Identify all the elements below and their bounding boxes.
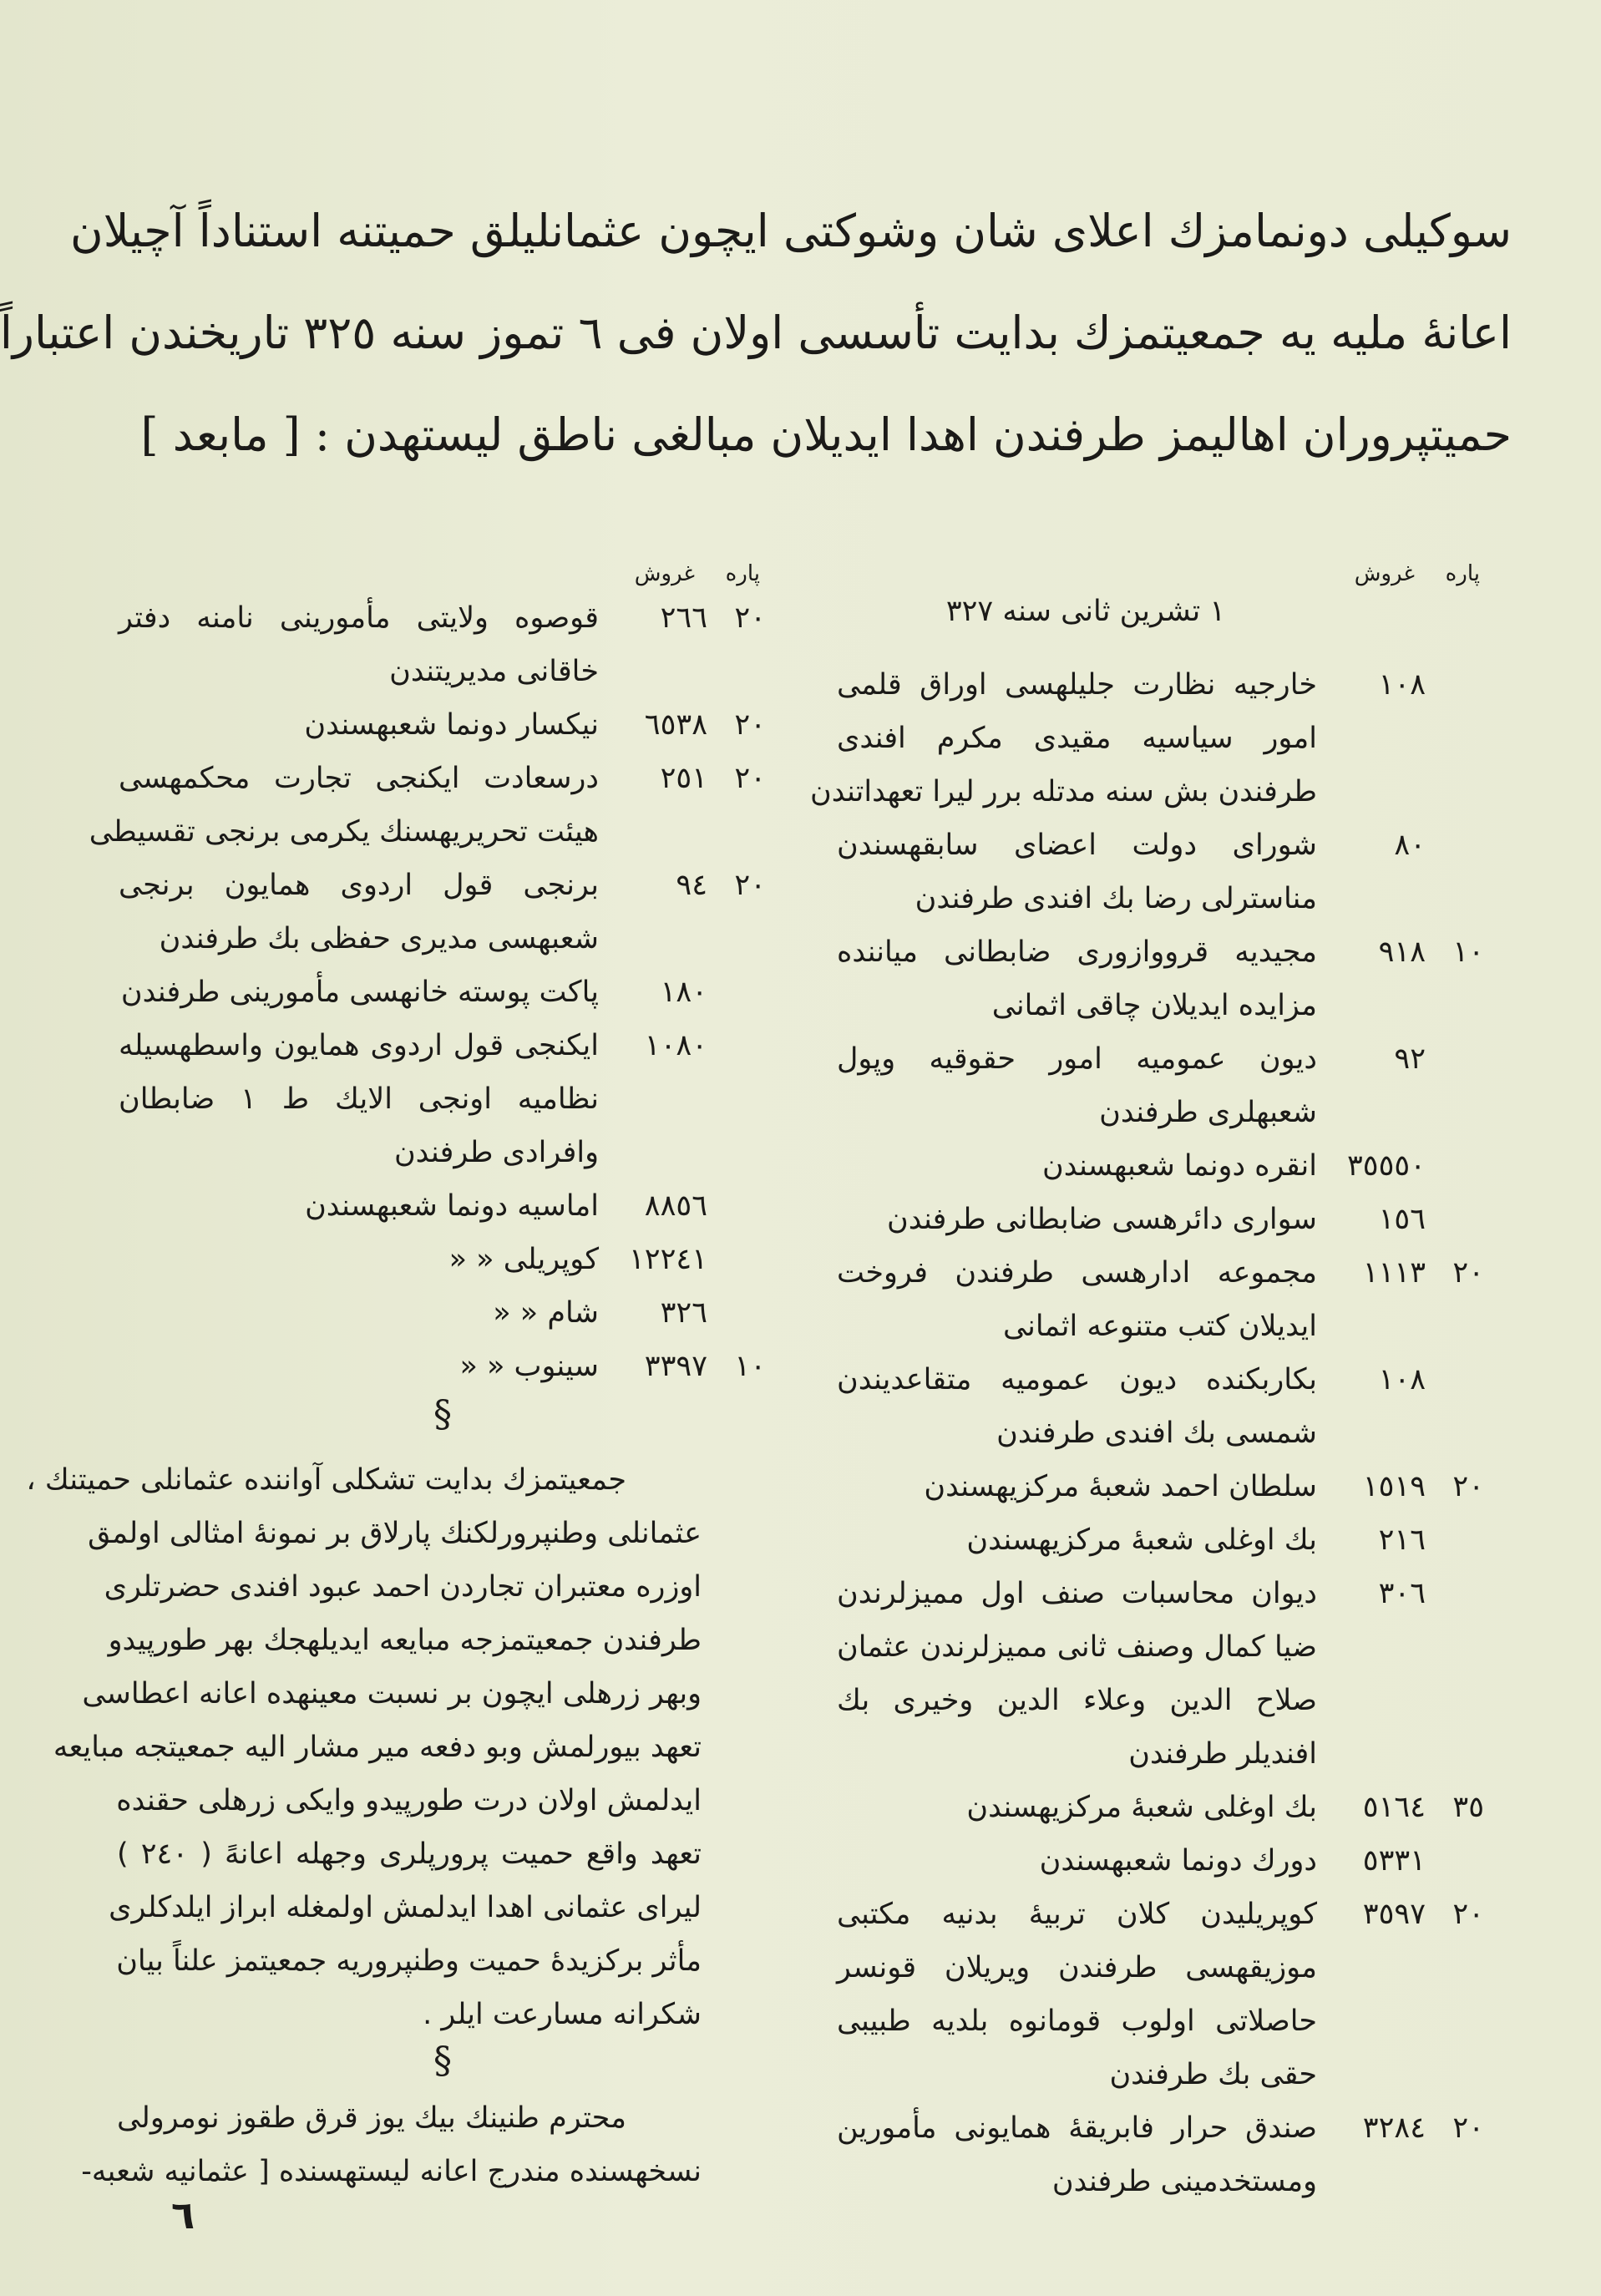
gurush-amount: ٣٥٩٧ <box>1362 1898 1426 1931</box>
list-entry-continuation <box>833 1941 1484 1994</box>
entry-text: افنديلر طرفندن <box>1128 1737 1317 1771</box>
entry-text: موزيقهسى طرفندن ويريلان قونسر <box>837 1951 1317 1984</box>
list-entry-continuation <box>114 645 766 698</box>
section-mark-2: § <box>433 2040 452 2082</box>
entry-text: خاقانى مديريتندن <box>389 655 599 688</box>
list-entry-continuation <box>114 1126 766 1179</box>
entry-text: خارجيه نظارت جليلهسى اوراق قلمى <box>837 668 1317 702</box>
entry-text: بك اوغلى شعبهٔ مركزيهسندن <box>966 1523 1317 1557</box>
entry-text: سينوب « « <box>459 1350 599 1383</box>
entry-text: دورك دونما شعبهسندن <box>1039 1844 1317 1878</box>
gurush-amount: ٣٠٦ <box>1378 1577 1426 1610</box>
section-mark-1: § <box>433 1393 452 1436</box>
entry-text: كوپريليدن كلان تربيهٔ بدنيه مكتبى <box>837 1898 1317 1931</box>
entry-text: ايديلان كتب متنوعه اثمانى <box>1002 1310 1317 1343</box>
entry-text: ديوان محاسبات صنف اول مميزلرندن <box>837 1577 1317 1610</box>
entry-text: انقره دونما شعبهسندن <box>1042 1149 1317 1183</box>
gurush-amount: ١٠٨ <box>1378 1363 1426 1396</box>
entry-text: مزايده ايديلان چاقى اثمانى <box>991 989 1317 1022</box>
paragraph-correction <box>81 2091 702 2198</box>
entry-text: نيكسار دونما شعبهسندن <box>304 708 599 742</box>
list-entry <box>833 658 1484 712</box>
para-amount: ٢٠ <box>734 869 766 902</box>
list-entry <box>833 1353 1484 1406</box>
gurush-amount: ١٨٠ <box>660 976 707 1009</box>
list-entry-continuation <box>833 2155 1484 2208</box>
list-entry-continuation <box>833 712 1484 765</box>
paragraph-line: اوزره معتبران تجاردن احمد عبود افندى حضرتلرى <box>104 1570 702 1604</box>
list-entry <box>114 1179 766 1233</box>
para-amount: ٢٠ <box>1452 2111 1484 2145</box>
entry-text: مناسترلى رضا بك افندى طرفندن <box>914 882 1317 915</box>
date-line: ١ تشرين ثانى سنه ٣٢٧ <box>945 595 1226 628</box>
gurush-amount: ١٢٢٤١ <box>629 1243 707 1276</box>
left-gurush-header: غروش <box>634 561 695 586</box>
list-entry <box>833 1193 1484 1246</box>
list-entry-continuation <box>833 1300 1484 1353</box>
entry-text: شعبهسى مديرى حفظى بك طرفندن <box>159 922 599 955</box>
entry-text: ومستخدمينى طرفندن <box>1051 2165 1317 2198</box>
list-entry <box>833 1567 1484 1620</box>
list-entry-continuation <box>114 912 766 966</box>
entry-text: پاكت پوسته خانهسى مأمورينى طرفندن <box>120 976 599 1009</box>
gurush-amount: ٨٠ <box>1394 829 1426 862</box>
paragraph-line: ليراى عثمانى اهدا ايدلمش اولمغله ابراز ايلدكلرى <box>109 1891 702 1924</box>
entry-text: شوراى دولت اعضاى سابقهسندن <box>837 829 1317 862</box>
list-entry <box>833 1460 1484 1513</box>
entry-text: قوصوه ولايتى مأمورينى نامنه دفتر <box>119 601 599 635</box>
list-entry <box>114 752 766 805</box>
paragraph-line: تعهد واقع حميت پرورپلرى وجهله اعانهً ( ٢٤٠ ) <box>117 1837 702 1871</box>
gurush-amount: ٢٦٦ <box>660 601 707 635</box>
para-amount: ٣٥ <box>1452 1791 1484 1824</box>
paragraph-line: شكرانه مسارعت ايلر . <box>423 1998 702 2031</box>
entry-text: شعبهلرى طرفندن <box>1099 1096 1317 1129</box>
entry-text: بكاربكنده ديون عموميه متقاعديندن <box>837 1363 1317 1396</box>
list-entry <box>114 859 766 912</box>
list-entry <box>833 819 1484 872</box>
list-entry <box>114 1286 766 1340</box>
gurush-amount: ٩٤ <box>676 869 707 902</box>
entry-text: امور سياسيه مقيدى مكرم افندى <box>837 722 1317 755</box>
gurush-amount: ٥٣٣١ <box>1362 1844 1426 1878</box>
gurush-amount: ٦٥٣٨ <box>644 708 707 742</box>
list-entry <box>114 966 766 1019</box>
list-entry-continuation <box>114 1072 766 1126</box>
entry-text: بك اوغلى شعبهٔ مركزيهسندن <box>966 1791 1317 1824</box>
paragraph-line: طرفندن جمعيتمزجه مبايعه ايديلهجك بهر طورپيدو <box>108 1624 702 1657</box>
list-entry-continuation <box>833 1620 1484 1674</box>
para-amount: ٢٠ <box>1452 1256 1484 1290</box>
heading-line-1: سوكيلى دونمامزك اعلاى شان وشوكتى ايچون عثمانليلق حميتنه استناداً آچيلان <box>70 205 1512 257</box>
para-amount: ١٠ <box>734 1350 766 1383</box>
entry-text: مجموعه ادارهسى طرفندن فروخت <box>837 1256 1317 1290</box>
para-amount: ٢٠ <box>734 708 766 742</box>
list-entry-continuation <box>810 765 1484 819</box>
heading-line-3: حميتپروران اهاليمز طرفندن اهدا ايديلان مبالغى ناطق ليستهدن : [ مابعد ] <box>140 408 1512 461</box>
list-entry-continuation <box>833 979 1484 1032</box>
list-entry <box>833 1139 1484 1193</box>
gurush-amount: ٣٢٨٤ <box>1362 2111 1426 2145</box>
gurush-amount: ٢٥١ <box>660 762 707 795</box>
list-entry <box>114 1340 766 1393</box>
paragraph-line: مأثر بركزيدهٔ حميت وطنپروريه جمعيتمز علناً بيان <box>116 1944 702 1978</box>
gurush-amount: ٩٢ <box>1394 1042 1426 1076</box>
list-entry <box>833 1513 1484 1567</box>
list-entry <box>114 1233 766 1286</box>
list-entry-continuation <box>833 872 1484 925</box>
para-amount: ٢٠ <box>734 762 766 795</box>
list-entry <box>833 2101 1484 2155</box>
entry-text: ايكنجى قول اردوى همايون واسطهسيله <box>119 1029 599 1062</box>
right-column-entries <box>810 658 1484 2208</box>
entry-text: طرفندن بش سنه مدتله برر ليرا تعهداتندن <box>810 775 1317 808</box>
paragraph-acknowledgement <box>26 1453 702 2041</box>
entry-text: وافرادى طرفندن <box>393 1136 599 1169</box>
gurush-amount: ٨٨٥٦ <box>644 1189 707 1223</box>
gurush-amount: ٣٢٦ <box>660 1296 707 1330</box>
list-entry <box>833 1834 1484 1888</box>
paragraph-line: محترم طنينك بيك يوز قرق طقوز نومرولى <box>117 2101 626 2135</box>
list-entry-continuation <box>833 1086 1484 1139</box>
gurush-amount: ٣٥٥٥٠ <box>1347 1149 1426 1183</box>
list-entry-continuation <box>833 1994 1484 2048</box>
heading-line-2: اعانهٔ مليه يه جمعيتمزك بدايت تأسسى اولان فى ٦ تموز سنه ٣٢٥ تاريخندن اعتباراً <box>0 307 1512 359</box>
para-amount: ١٠ <box>1452 935 1484 969</box>
gurush-amount: ١٥١٩ <box>1362 1470 1426 1503</box>
list-entry <box>833 1032 1484 1086</box>
list-entry <box>114 698 766 752</box>
right-gurush-header: غروش <box>1354 561 1415 586</box>
gurush-amount: ٣٣٩٧ <box>644 1350 707 1383</box>
gurush-amount: ٥١٦٤ <box>1362 1791 1426 1824</box>
entry-text: درسعادت ايكنجى تجارت محكمهسى <box>119 762 599 795</box>
paragraph-line: تعهد بيورلمش وبو دفعه مير مشار اليه جمعيتجه مبايعه <box>53 1731 702 1764</box>
left-para-header: پاره <box>725 561 760 586</box>
list-entry <box>833 1246 1484 1300</box>
page-number: ٦ <box>171 2192 195 2238</box>
entry-text: شام « « <box>493 1296 599 1330</box>
entry-text: حقى بك طرفندن <box>1109 2058 1317 2091</box>
entry-text: شمسى بك افندى طرفندن <box>996 1417 1317 1450</box>
gurush-amount: ١٥٦ <box>1378 1203 1426 1236</box>
para-amount: ٢٠ <box>734 601 766 635</box>
paragraph-line: عثمانلى وطنپرورلكنك پارلاق بر نمونهٔ امثالى اولمق <box>88 1517 702 1550</box>
gurush-amount: ٩١٨ <box>1378 935 1426 969</box>
paragraph-line: جمعيتمزك بدايت تشكلى آوانندە عثمانلى حميتنك ، <box>26 1463 626 1497</box>
entry-text: سلطان احمد شعبهٔ مركزيهسندن <box>924 1470 1317 1503</box>
entry-text: حاصلاتى اولوب قومانوه بلديه طبيبى <box>837 2005 1317 2038</box>
right-para-header: پاره <box>1445 561 1480 586</box>
list-entry <box>833 1781 1484 1834</box>
list-entry-continuation <box>833 1674 1484 1727</box>
left-column-entries <box>89 591 766 1393</box>
para-amount: ٢٠ <box>1452 1898 1484 1931</box>
gurush-amount: ١١١٣ <box>1362 1256 1426 1290</box>
gurush-amount: ١٠٨ <box>1378 668 1426 702</box>
list-entry-continuation <box>89 805 766 859</box>
entry-text: سوارى دائرهسى ضابطانى طرفندن <box>887 1203 1317 1236</box>
gurush-amount: ١٠٨٠ <box>644 1029 707 1062</box>
list-entry-continuation <box>833 1406 1484 1460</box>
paragraph-line: وبهر زرهلى ايچون بر نسبت معينهده اعانه اعطاسى <box>82 1677 702 1711</box>
paragraph-line: نسخهسنده مندرج اعانه ليستهسنده [ عثمانيه شعبه- <box>81 2155 702 2188</box>
para-amount: ٢٠ <box>1452 1470 1484 1503</box>
entry-text: برنجى قول اردوى همايون برنجى <box>119 869 599 902</box>
entry-text: هيئت تحريريهسنك يكرمى برنجى تقسيطى <box>89 815 599 849</box>
list-entry <box>114 591 766 645</box>
entry-text: مجيديه قرووازورى ضابطانى ميانندە <box>837 935 1317 969</box>
list-entry <box>833 925 1484 979</box>
list-entry-continuation <box>833 1727 1484 1781</box>
entry-text: صلاح الدين وعلاء الدين وخيرى بك <box>837 1684 1317 1717</box>
list-entry <box>833 1888 1484 1941</box>
paragraph-line: ايدلمش اولان درت طورپيدو وايكى زرهلى حقندە <box>116 1784 702 1817</box>
entry-text: كوپريلى « « <box>448 1243 599 1276</box>
entry-text: ضيا كمال وصنف ثانى مميزلرندن عثمان <box>837 1630 1317 1664</box>
gurush-amount: ٢١٦ <box>1378 1523 1426 1557</box>
list-entry <box>114 1019 766 1072</box>
entry-text: اماسيه دونما شعبهسندن <box>305 1189 599 1223</box>
entry-text: ديون عموميه امور حقوقيه وپول <box>837 1042 1317 1076</box>
list-entry-continuation <box>833 2048 1484 2101</box>
entry-text: نظاميه اونجى الايك ط ١ ضابطان <box>119 1082 599 1116</box>
entry-text: صندق حرار فابريقهٔ همايونى مأمورين <box>837 2111 1317 2145</box>
